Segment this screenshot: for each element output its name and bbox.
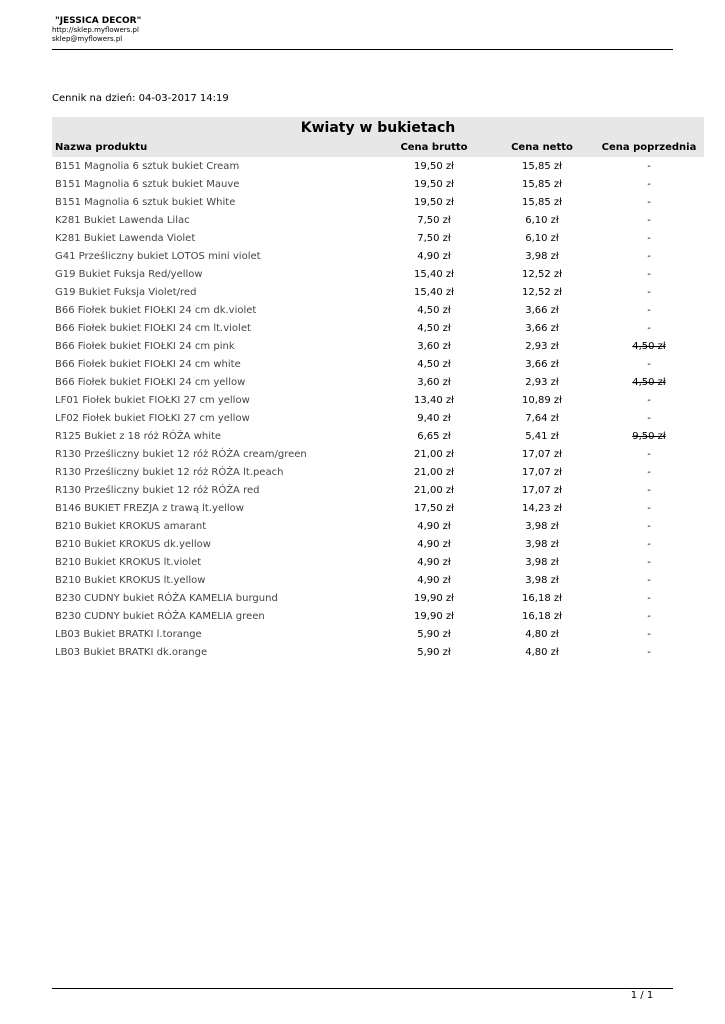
table-row: [52, 644, 704, 662]
gross-price: 4,50 zł: [417, 359, 451, 370]
gross-price: 4,50 zł: [417, 323, 451, 334]
previous-price: -: [647, 179, 651, 190]
product-name: R125 Bukiet z 18 róż RÓŻA white: [55, 431, 222, 442]
previous-price: -: [647, 467, 651, 478]
table-row: [52, 158, 704, 176]
product-name: G41 Prześliczny bukiet LOTOS mini violet: [55, 251, 261, 262]
table-row: [52, 176, 704, 194]
gross-price: 4,90 zł: [417, 575, 451, 586]
table-row: [52, 518, 704, 536]
gross-price: 7,50 zł: [417, 215, 451, 226]
table-title: Kwiaty w bukietach: [300, 120, 456, 136]
previous-price: -: [647, 539, 651, 550]
net-price: 10,89 zł: [522, 395, 562, 406]
gross-price: 4,90 zł: [417, 251, 451, 262]
previous-price: -: [647, 323, 651, 334]
previous-price: -: [647, 305, 651, 316]
previous-price: -: [647, 575, 651, 586]
gross-price: 7,50 zł: [417, 233, 451, 244]
gross-price: 6,65 zł: [417, 431, 451, 442]
table-row: [52, 536, 704, 554]
table-row: [52, 608, 704, 626]
table-row: [52, 410, 704, 428]
previous-price: 4,50 zł: [632, 341, 666, 352]
product-name: B210 Bukiet KROKUS lt.violet: [55, 557, 202, 568]
table-row: [52, 572, 704, 590]
table-row: [52, 446, 704, 464]
net-price: 2,93 zł: [525, 341, 559, 352]
net-price: 12,52 zł: [522, 269, 562, 280]
product-name: B151 Magnolia 6 sztuk bukiet Mauve: [55, 179, 240, 190]
document-header: [52, 16, 141, 44]
price-table-body: [52, 158, 704, 662]
product-name: B151 Magnolia 6 sztuk bukiet Cream: [55, 161, 240, 172]
table-row: [52, 194, 704, 212]
table-row: [52, 230, 704, 248]
table-row: [52, 500, 704, 518]
table-row: [52, 374, 704, 392]
table-row: [52, 284, 704, 302]
previous-price: -: [647, 233, 651, 244]
net-price: 17,07 zł: [522, 467, 562, 478]
net-price: 15,85 zł: [522, 179, 562, 190]
previous-price: 9,50 zł: [632, 431, 666, 442]
gross-price: 17,50 zł: [414, 503, 454, 514]
gross-price: 21,00 zł: [414, 449, 454, 460]
product-name: B210 Bukiet KROKUS dk.yellow: [55, 539, 211, 550]
table-row: [52, 464, 704, 482]
table-row: [52, 338, 704, 356]
column-header-net: Cena netto: [511, 142, 573, 153]
product-name: LB03 Bukiet BRATKI l.torange: [55, 629, 202, 640]
company-name: "JESSICA DECOR": [55, 16, 142, 26]
net-price: 3,98 zł: [525, 575, 559, 586]
previous-price: -: [647, 485, 651, 496]
shop-url: http://sklep.myflowers.pl: [52, 26, 139, 34]
net-price: 3,98 zł: [525, 557, 559, 568]
previous-price: -: [647, 521, 651, 532]
product-name: B66 Fiołek bukiet FIOŁKI 24 cm dk.violet: [55, 305, 257, 316]
net-price: 2,93 zł: [525, 377, 559, 388]
table-row: [52, 302, 704, 320]
net-price: 3,98 zł: [525, 251, 559, 262]
gross-price: 15,40 zł: [414, 269, 454, 280]
product-name: B66 Fiołek bukiet FIOŁKI 24 cm yellow: [55, 377, 246, 388]
previous-price: -: [647, 287, 651, 298]
product-name: B230 CUDNY bukiet RÓŻA KAMELIA burgund: [55, 593, 278, 604]
net-price: 3,66 zł: [525, 359, 559, 370]
net-price: 7,64 zł: [525, 413, 559, 424]
table-row: [52, 248, 704, 266]
gross-price: 5,90 zł: [417, 647, 451, 658]
gross-price: 4,90 zł: [417, 557, 451, 568]
product-name: B210 Bukiet KROKUS lt.yellow: [55, 575, 206, 586]
net-price: 5,41 zł: [525, 431, 559, 442]
net-price: 15,85 zł: [522, 161, 562, 172]
gross-price: 4,90 zł: [417, 521, 451, 532]
column-header-name: Nazwa produktu: [55, 142, 148, 153]
previous-price: -: [647, 269, 651, 280]
net-price: 3,66 zł: [525, 305, 559, 316]
product-name: LF01 Fiołek bukiet FIOŁKI 27 cm yellow: [55, 395, 250, 406]
previous-price: -: [647, 593, 651, 604]
gross-price: 21,00 zł: [414, 467, 454, 478]
previous-price: -: [647, 449, 651, 460]
header-divider: [52, 49, 673, 50]
gross-price: 4,90 zł: [417, 539, 451, 550]
previous-price: -: [647, 413, 651, 424]
gross-price: 3,60 zł: [417, 377, 451, 388]
product-name: G19 Bukiet Fuksja Violet/red: [55, 287, 197, 298]
product-name: B66 Fiołek bukiet FIOŁKI 24 cm pink: [55, 341, 235, 352]
table-row: [52, 212, 704, 230]
previous-price: -: [647, 503, 651, 514]
gross-price: 15,40 zł: [414, 287, 454, 298]
table-row: [52, 428, 704, 446]
price-list-date: Cennik na dzień: 04-03-2017 14:19: [52, 93, 229, 104]
gross-price: 5,90 zł: [417, 629, 451, 640]
product-name: B66 Fiołek bukiet FIOŁKI 24 cm white: [55, 359, 241, 370]
footer-divider: [52, 988, 673, 989]
product-name: LF02 Fiołek bukiet FIOŁKI 27 cm yellow: [55, 413, 250, 424]
table-row: [52, 392, 704, 410]
table-row: [52, 626, 704, 644]
net-price: 17,07 zł: [522, 449, 562, 460]
product-name: G19 Bukiet Fuksja Red/yellow: [55, 269, 203, 280]
net-price: 4,80 zł: [525, 647, 559, 658]
previous-price: -: [647, 629, 651, 640]
net-price: 14,23 zł: [522, 503, 562, 514]
net-price: 6,10 zł: [525, 233, 559, 244]
table-row: [52, 320, 704, 338]
product-name: B146 BUKIET FREZJA z trawą lt.yellow: [55, 503, 244, 514]
table-row: [52, 482, 704, 500]
product-name: R130 Prześliczny bukiet 12 róż RÓŻA lt.peach: [55, 467, 284, 478]
previous-price: -: [647, 215, 651, 226]
net-price: 17,07 zł: [522, 485, 562, 496]
previous-price: -: [647, 611, 651, 622]
net-price: 3,98 zł: [525, 521, 559, 532]
previous-price: 4,50 zł: [632, 377, 666, 388]
net-price: 3,66 zł: [525, 323, 559, 334]
net-price: 3,98 zł: [525, 539, 559, 550]
column-header-gross: Cena brutto: [400, 142, 468, 153]
gross-price: 19,50 zł: [414, 179, 454, 190]
column-header-previous: Cena poprzednia: [601, 142, 697, 153]
previous-price: -: [647, 251, 651, 262]
net-price: 4,80 zł: [525, 629, 559, 640]
net-price: 6,10 zł: [525, 215, 559, 226]
previous-price: -: [647, 557, 651, 568]
net-price: 12,52 zł: [522, 287, 562, 298]
product-name: R130 Prześliczny bukiet 12 róż RÓŻA cream/green: [55, 449, 307, 460]
previous-price: -: [647, 197, 651, 208]
table-row: [52, 356, 704, 374]
product-name: B66 Fiołek bukiet FIOŁKI 24 cm lt.violet: [55, 323, 251, 334]
product-name: B210 Bukiet KROKUS amarant: [55, 521, 207, 532]
product-name: B151 Magnolia 6 sztuk bukiet White: [55, 197, 236, 208]
net-price: 16,18 zł: [522, 593, 562, 604]
gross-price: 19,90 zł: [414, 593, 454, 604]
gross-price: 9,40 zł: [417, 413, 451, 424]
page-number: 1 / 1: [630, 990, 654, 1001]
previous-price: -: [647, 395, 651, 406]
table-row: [52, 590, 704, 608]
net-price: 15,85 zł: [522, 197, 562, 208]
gross-price: 19,50 zł: [414, 197, 454, 208]
table-header: [52, 117, 704, 157]
product-name: R130 Prześliczny bukiet 12 róż RÓŻA red: [55, 485, 260, 496]
previous-price: -: [647, 359, 651, 370]
product-name: K281 Bukiet Lawenda Violet: [55, 233, 196, 244]
table-row: [52, 266, 704, 284]
gross-price: 13,40 zł: [414, 395, 454, 406]
product-name: K281 Bukiet Lawenda Lilac: [55, 215, 190, 226]
previous-price: -: [647, 647, 651, 658]
net-price: 16,18 zł: [522, 611, 562, 622]
shop-email: sklep@myflowers.pl: [52, 35, 123, 43]
gross-price: 4,50 zł: [417, 305, 451, 316]
gross-price: 3,60 zł: [417, 341, 451, 352]
product-name: LB03 Bukiet BRATKI dk.orange: [55, 647, 208, 658]
gross-price: 19,90 zł: [414, 611, 454, 622]
product-name: B230 CUDNY bukiet RÓŻA KAMELIA green: [55, 611, 265, 622]
table-row: [52, 554, 704, 572]
previous-price: -: [647, 161, 651, 172]
gross-price: 21,00 zł: [414, 485, 454, 496]
gross-price: 19,50 zł: [414, 161, 454, 172]
